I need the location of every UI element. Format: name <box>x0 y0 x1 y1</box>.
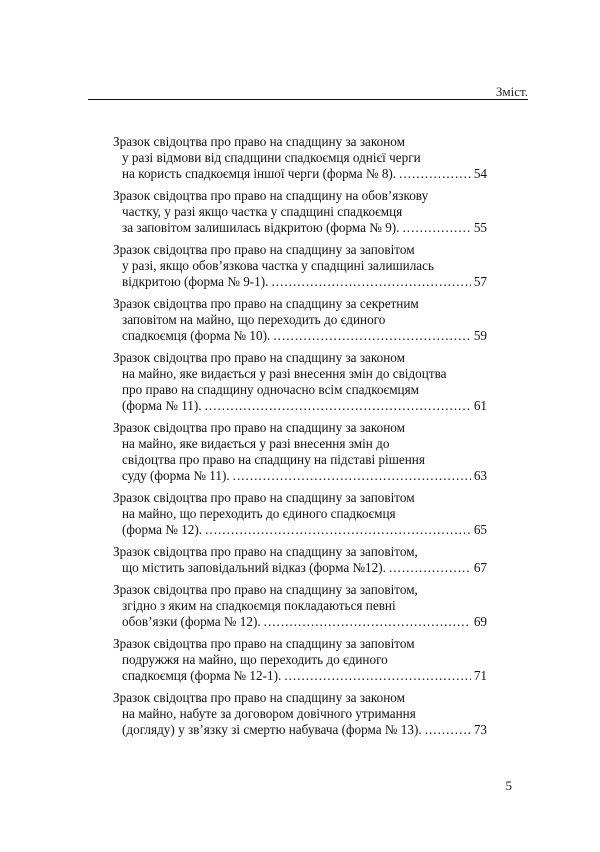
toc-entry-line: Зразок свідоцтва про право на спадщину за заповітом, <box>113 544 418 559</box>
toc-entry-line: Зразок свідоцтва про право на спадщину за законом <box>113 690 405 705</box>
toc-entry-line: спадкоємця (форма № 12-1). <box>122 668 282 683</box>
toc-entry-last-line <box>113 328 487 344</box>
toc-entry-line: на майно, яке видається у разі внесення змін до свідоцтва <box>122 366 447 381</box>
toc-entry[interactable] <box>113 420 487 484</box>
table-of-contents <box>113 134 487 744</box>
toc-entry-last-line <box>113 220 487 236</box>
dot-leader <box>425 722 471 738</box>
toc-entry[interactable] <box>113 242 487 290</box>
dot-leader <box>399 166 471 182</box>
toc-entry-line: Зразок свідоцтва про право на спадщину за заповітом, <box>113 582 418 597</box>
dot-leader <box>402 220 470 236</box>
toc-entry[interactable] <box>113 350 487 414</box>
toc-entry-last-line <box>113 166 487 182</box>
toc-entry-page-number: 69 <box>473 614 487 629</box>
toc-entry-line: згідно з яким на спадкоємця покладаються певні <box>122 598 396 613</box>
toc-entry-page-number: 67 <box>473 560 487 575</box>
toc-entry-last-line <box>113 398 487 414</box>
toc-entry-line: свідоцтва про право на спадщину на підставі рішення <box>122 452 425 467</box>
toc-entry-line: Зразок свідоцтва про право на спадщину за заповітом <box>113 490 415 505</box>
dot-leader <box>271 274 470 290</box>
dot-leader <box>264 614 471 630</box>
dot-leader <box>284 668 471 684</box>
running-header-title: Зміст. <box>495 84 528 99</box>
toc-entry[interactable] <box>113 296 487 344</box>
toc-entry-line: Зразок свідоцтва про право на спадщину на обов’язкову <box>113 188 429 203</box>
toc-entry-line: (догляду) у зв’язку зі смертю набувача (форма № 13). <box>122 722 422 737</box>
toc-entry-line: на майно, що переходить до єдиного спадкоємця <box>122 506 396 521</box>
toc-entry-line: спадкоємця (форма № 10). <box>122 328 271 343</box>
toc-entry-line: у разі відмови від спадщини спадкоємця однієї черги <box>122 150 421 165</box>
toc-entry-line: Зразок свідоцтва про право на спадщину за заповітом <box>113 242 415 257</box>
toc-entry[interactable] <box>113 544 487 576</box>
toc-entry[interactable] <box>113 188 487 236</box>
toc-entry-line: Зразок свідоцтва про право на спадщину за секретним <box>113 296 419 311</box>
toc-entry-page-number: 55 <box>473 220 487 235</box>
toc-entry-line: Зразок свідоцтва про право на спадщину за законом <box>113 420 405 435</box>
toc-entry-page-number: 63 <box>473 468 487 483</box>
toc-entry-line: (форма № 11). <box>122 398 202 413</box>
toc-entry-page-number: 71 <box>473 668 487 683</box>
toc-entry-last-line <box>113 614 487 630</box>
toc-entry-last-line <box>113 560 487 576</box>
toc-entry-line: у разі, якщо обов’язкова частка у спадщині залишилась <box>122 258 435 273</box>
toc-entry-line: Зразок свідоцтва про право на спадщину за законом <box>113 350 405 365</box>
dot-leader <box>205 398 471 414</box>
toc-entry[interactable] <box>113 582 487 630</box>
toc-entry-page-number: 73 <box>473 722 487 737</box>
toc-entry-line: про право на спадщину одночасно всім спадкоємцям <box>122 382 420 397</box>
toc-entry-last-line <box>113 668 487 684</box>
header-rule <box>88 99 528 100</box>
toc-entry-line: що містить заповідальний відказ (форма №12). <box>122 560 386 575</box>
toc-entry-page-number: 59 <box>473 328 487 343</box>
dot-leader <box>233 468 471 484</box>
dot-leader <box>205 522 471 538</box>
dot-leader <box>273 328 470 344</box>
toc-entry-page-number: 61 <box>473 398 487 413</box>
toc-entry[interactable] <box>113 490 487 538</box>
toc-entry-page-number: 57 <box>473 274 487 289</box>
toc-entry[interactable] <box>113 636 487 684</box>
toc-entry-line: на майно, яке видається у разі внесення змін до <box>122 436 390 451</box>
toc-entry-line: Зразок свідоцтва про право на спадщину за заповітом <box>113 636 415 651</box>
toc-entry-line: Зразок свідоцтва про право на спадщину за законом <box>113 134 405 149</box>
toc-entry-line: відкритою (форма № 9-1). <box>122 274 269 289</box>
toc-entry-line: суду (форма № 11). <box>122 468 230 483</box>
toc-entry-line: заповітом на майно, що переходить до єдиного <box>122 312 386 327</box>
toc-entry[interactable] <box>113 134 487 182</box>
toc-entry[interactable] <box>113 690 487 738</box>
toc-entry-line: (форма № 12). <box>122 522 203 537</box>
toc-entry-page-number: 54 <box>473 166 487 181</box>
toc-entry-last-line <box>113 274 487 290</box>
toc-entry-last-line <box>113 468 487 484</box>
toc-entry-page-number: 65 <box>473 522 487 537</box>
page-number: 5 <box>505 778 512 793</box>
toc-entry-last-line <box>113 522 487 538</box>
toc-entry-line: обов’язки (форма № 12). <box>122 614 261 629</box>
toc-entry-line: частку, у разі якщо частка у спадщині спадкоємця <box>122 204 403 219</box>
toc-entry-line: на майно, набуте за договором довічного утримання <box>122 706 416 721</box>
toc-entry-line: за заповітом залишилась відкритою (форма № 9). <box>122 220 400 235</box>
toc-entry-line: подружжя на майно, що переходить до єдиного <box>122 652 388 667</box>
dot-leader <box>389 560 471 576</box>
toc-entry-line: на користь спадкоємця іншої черги (форма № 8). <box>122 166 397 181</box>
toc-entry-last-line <box>113 722 487 738</box>
